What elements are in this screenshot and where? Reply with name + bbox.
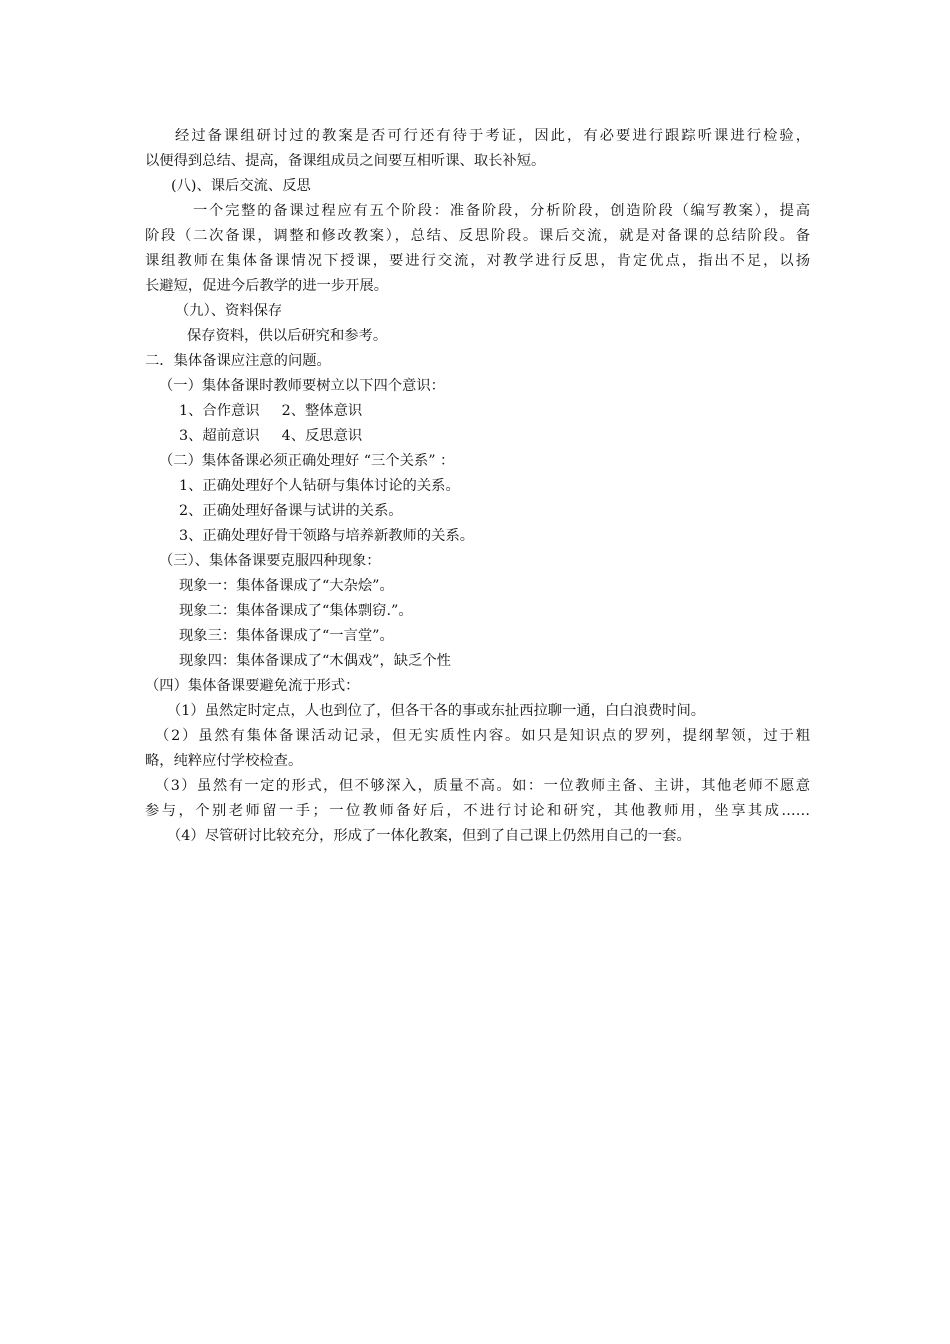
section-heading-9: （九）、资料保存 — [175, 303, 283, 319]
document-body — [145, 124, 810, 849]
paragraph-line: 一个完整的备课过程应有五个阶段：准备阶段，分析阶段，创造阶段（编写教案），提高 — [193, 203, 810, 219]
list-item: （1）虽然定时定点，人也到位了，但各干各的事或东扯西拉聊一通，白白浪费时间。 — [167, 703, 706, 719]
list-item-text: 2、整体意识 — [281, 403, 363, 419]
paragraph-line: 以便得到总结、提高，备课组成员之间要互相听课、取长补短。 — [145, 153, 546, 169]
list-item: （3）虽然有一定的形式，但不够深入，质量不高。如：一位教师主备、主讲，其他老师不愿意 — [155, 778, 810, 794]
subsection-heading-2: （二）集体备课必须正确处理好 “三个关系” ： — [159, 453, 455, 469]
paragraph-line: 保存资料，供以后研究和参考。 — [187, 328, 388, 344]
subsection-heading-3: （三）、集体备课要克服四种现象： — [159, 553, 381, 569]
section-heading-8: (八)、课后交流、反思 — [171, 178, 311, 194]
subsection-heading-4: （四）集体备课要避免流于形式： — [145, 678, 360, 694]
list-item-text: 4、反思意识 — [281, 428, 363, 444]
subsection-heading-1: （一）集体备课时教师要树立以下四个意识： — [159, 378, 445, 394]
part-heading-2: 二．集体备课应注意的问题。 — [145, 353, 331, 369]
list-item — [145, 424, 810, 449]
list-item: 3、正确处理好骨干领路与培养新教师的关系。 — [179, 528, 475, 544]
paragraph-line: 阶段（二次备课，调整和修改教案），总结、反思阶段。课后交流，就是对备课的总结阶段。备 — [145, 228, 810, 244]
list-item-text: 1、合作意识 — [179, 403, 260, 419]
list-item: 2、正确处理好备课与试讲的关系。 — [179, 503, 403, 519]
list-item-text: 3、超前意识 — [179, 428, 260, 444]
list-item: 现象二：集体备课成了“集体剽窃.”。 — [179, 603, 413, 619]
list-item: 现象一：集体备课成了“大杂烩”。 — [179, 578, 394, 594]
paragraph-line: 经过备课组研讨过的教案是否可行还有待于考证，因此，有必要进行跟踪听课进行检验， — [175, 128, 810, 144]
list-item: 1、正确处理好个人钻研与集体讨论的关系。 — [179, 478, 460, 494]
paragraph-line: 长避短，促进今后教学的进一步开展。 — [145, 278, 389, 294]
list-item: 现象四：集体备课成了“木偶戏”，缺乏个性 — [179, 653, 451, 669]
list-item: （2）虽然有集体备课活动记录，但无实质性内容。如只是知识点的罗列，提纲挈领，过于粗 — [155, 728, 810, 744]
list-item: 现象三：集体备课成了“一言堂”。 — [179, 628, 394, 644]
list-item-continuation: 略，纯粹应付学校检查。 — [145, 753, 303, 769]
paragraph-line: 课组教师在集体备课情况下授课，要进行交流，对教学进行反思，肯定优点，指出不足，以扬 — [145, 253, 810, 269]
list-item — [145, 399, 810, 424]
list-item-continuation: 参与，个别老师留一手；一位教师备好后，不进行讨论和研究，其他教师用，坐享其成…… — [145, 803, 810, 819]
list-item: （4）尽管研讨比较充分，形成了一体化教案，但到了自己课上仍然用自己的一套。 — [167, 828, 691, 844]
